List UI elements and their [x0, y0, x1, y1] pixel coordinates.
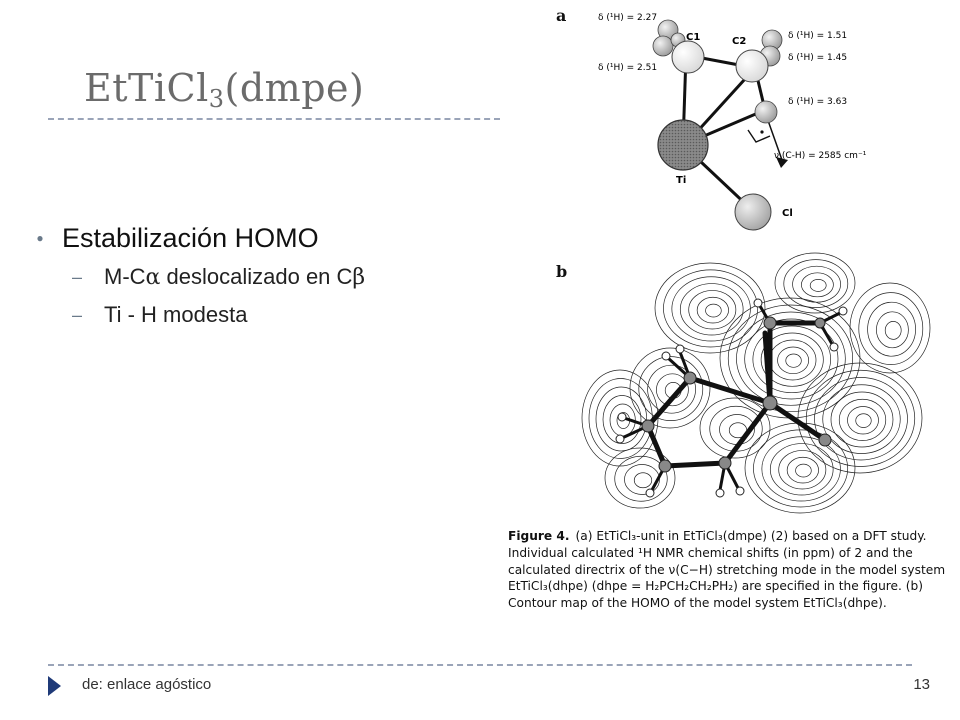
contour-line: [634, 473, 652, 488]
caption-text: (a) EtTiCl₃-unit in EtTiCl₃(dmpe) (2) based on a DFT study. Individual calculated ¹H NMR chemical shifts (in ppm) of 2 and the calculated directrix of the ν(C−H) stretching mode in the model system EtTiCl₃(dhpe) (dhpe = H₂PCH₂CH₂PH₂) are specified in the figure. (b) Contour map of the HOMO of the model system EtTiCl₃(dhpe).: [508, 529, 946, 611]
contour-line: [762, 437, 841, 501]
atom-label-c2: C2: [732, 36, 747, 47]
contour-line: [810, 279, 826, 291]
contour-line: [775, 253, 855, 313]
figure-b-homo-contour: [560, 248, 960, 523]
stretch-label: ν (C-H) = 2585 cm⁻¹: [774, 151, 867, 161]
bullet-level2-item: [72, 296, 510, 334]
greek-alpha: α: [145, 265, 161, 290]
caption-label: Figure 4.: [508, 529, 570, 543]
contour-line: [787, 457, 818, 483]
bullet-level2-text: [104, 264, 365, 290]
figure-b-label: b: [556, 262, 568, 281]
slide-title: [84, 66, 364, 113]
shift-label-1: δ (¹H) = 2.27: [598, 13, 658, 23]
title-subscript: 3: [208, 85, 225, 113]
contour-line: [798, 363, 922, 473]
contour-line: [697, 297, 728, 323]
title-tail: (dmpe): [224, 66, 365, 110]
contour-line: [639, 357, 703, 421]
contour-line: [720, 298, 860, 418]
contour-line: [876, 312, 908, 348]
contour-line: [859, 293, 923, 365]
title-main: EtTiCl: [84, 66, 209, 110]
contour-line: [885, 321, 901, 339]
shift-label-2: δ (¹H) = 2.51: [598, 63, 658, 73]
contour-line: [831, 392, 893, 447]
footer-divider: [48, 664, 912, 666]
contour-line: [753, 430, 847, 507]
bullet-level2-text: Ti - H modesta: [104, 302, 248, 327]
contour-line: [796, 464, 812, 477]
contour-line: [680, 284, 743, 335]
contour-line: [672, 277, 751, 341]
contour-line: [778, 347, 809, 374]
shift-label-4: δ (¹H) = 1.45: [788, 53, 848, 63]
shift-label-5: δ (¹H) = 3.63: [788, 97, 848, 107]
contour-line: [770, 444, 833, 495]
contour-line: [856, 414, 872, 428]
contour-line: [815, 378, 908, 461]
bullet-list: [30, 218, 510, 334]
contour-line: [625, 465, 660, 495]
bullet-level2-item: [72, 258, 510, 296]
contour-line: [823, 385, 901, 454]
bullet-level1-text: Estabilización HOMO: [62, 222, 319, 253]
atom-label-cl: Cl: [782, 208, 793, 219]
contour-line: [786, 354, 802, 367]
atom-label-c1: C1: [686, 32, 701, 43]
atom-label-ti: Ti: [676, 175, 687, 186]
bullet-dash-icon: –: [72, 304, 83, 325]
contour-line: [605, 448, 675, 508]
contour-line: [784, 260, 848, 308]
bullet-dot-icon: ●: [36, 231, 44, 245]
contour-line: [848, 407, 879, 435]
bullet-level1: [30, 218, 510, 258]
contour-line: [801, 273, 833, 297]
text-part: deslocalizado en C: [160, 264, 353, 289]
page-number: 13: [913, 676, 930, 693]
footer-text: de: enlace agóstico: [82, 676, 212, 693]
bullet-dash-icon: –: [72, 266, 83, 287]
title-divider: [48, 118, 500, 120]
greek-beta: β: [352, 265, 366, 290]
contour-line: [850, 283, 930, 373]
footer-triangle-icon: [48, 676, 61, 696]
text-part: M-C: [104, 264, 146, 289]
figure-a-structure: [560, 0, 960, 240]
shift-label-3: δ (¹H) = 1.51: [788, 31, 848, 41]
figure-caption: [508, 528, 956, 612]
figure-a-label: a: [556, 6, 567, 25]
contour-line: [706, 304, 722, 317]
